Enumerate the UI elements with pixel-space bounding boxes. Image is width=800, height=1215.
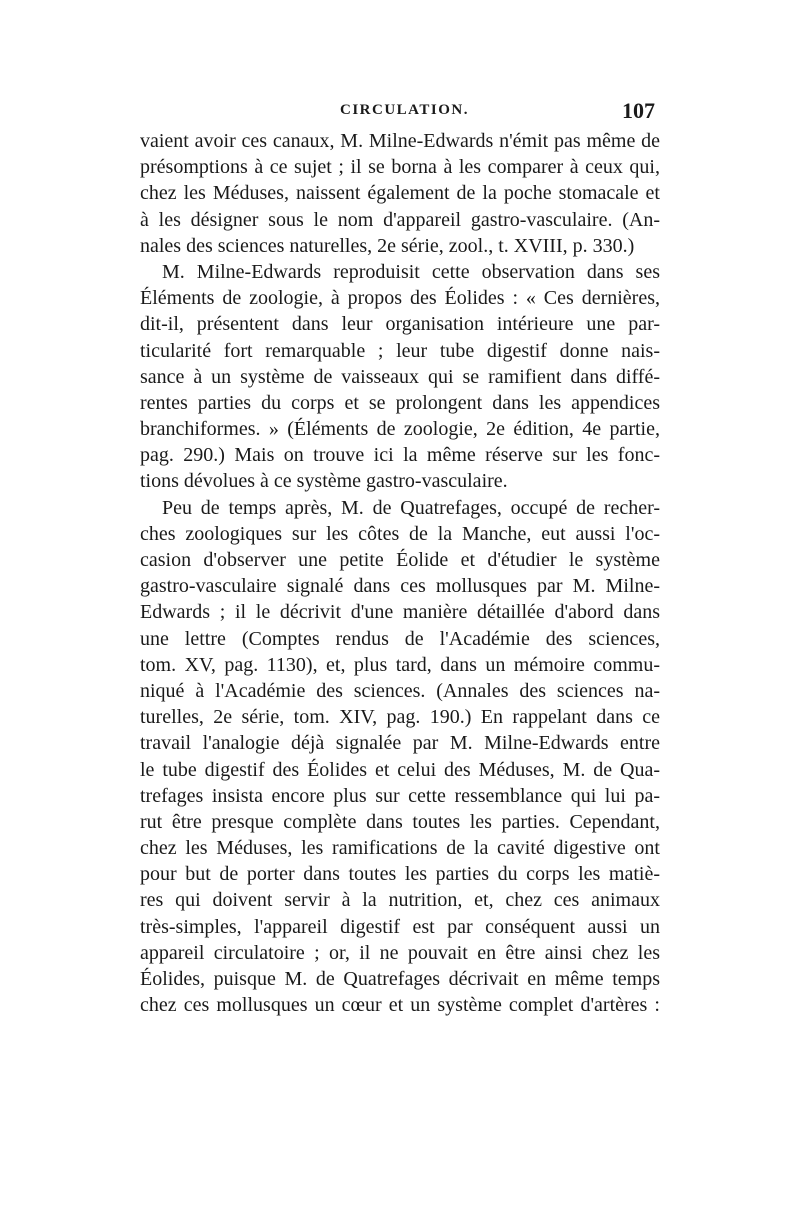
text-line: rentes parties du corps et se prolongent dans les appendices bbox=[140, 391, 660, 414]
text-line: sance à un système de vaisseaux qui se ramifient dans diffé- bbox=[140, 365, 660, 388]
text-line: présomptions à ce sujet ; il se borna à les comparer à ceux qui, bbox=[140, 156, 660, 179]
page-header bbox=[140, 98, 655, 128]
text-line: nales des sciences naturelles, 2e série, zool., t. XVIII, p. 330.) bbox=[140, 234, 635, 257]
text-line: Peu de temps après, M. de Quatrefages, occupé de recher- bbox=[162, 496, 660, 519]
text-line: casion d'observer une petite Éolide et d'étudier le système bbox=[140, 549, 660, 571]
text-line: le tube digestif des Éolides et celui des Méduses, M. de Qua- bbox=[140, 758, 660, 781]
text-line: branchiformes. » (Éléments de zoologie, 2e édition, 4e partie, bbox=[140, 418, 660, 441]
text-line: très-simples, l'appareil digestif est par conséquent aussi un bbox=[140, 915, 660, 938]
text-line: chez les Méduses, naissent également de la poche stomacale et bbox=[140, 182, 660, 205]
text-line: res qui doivent servir à la nutrition, et, chez ces animaux bbox=[140, 889, 660, 912]
text-line: chez ces mollusques un cœur et un système complet d'artères : bbox=[140, 994, 660, 1017]
text-line: trefages insista encore plus sur cette ressemblance qui lui pa- bbox=[140, 784, 660, 807]
text-line: chez les Méduses, les ramifications de la cavité digestive ont bbox=[140, 837, 660, 860]
text-line: pag. 290.) Mais on trouve ici la même réserve sur les fonc- bbox=[140, 444, 660, 467]
text-line: gastro-vasculaire signalé dans ces mollusques par M. Milne- bbox=[140, 575, 660, 598]
text-line: à les désigner sous le nom d'appareil gastro-vasculaire. (An- bbox=[140, 208, 660, 231]
text-line: pour but de porter dans toutes les parties du corps les matiè- bbox=[140, 863, 660, 886]
text-line: tions dévolues à ce système gastro-vasculaire. bbox=[140, 470, 508, 493]
body-text bbox=[140, 128, 660, 1018]
text-line: turelles, 2e série, tom. XIV, pag. 190.) En rappelant dans ce bbox=[140, 706, 660, 729]
text-line: Éléments de zoologie, à propos des Éolides : « Ces dernières, bbox=[140, 287, 660, 310]
text-line: niqué à l'Académie des sciences. (Annales des sciences na- bbox=[140, 679, 660, 702]
text-line: ticularité fort remarquable ; leur tube digestif donne nais- bbox=[140, 339, 660, 362]
text-line: M. Milne-Edwards reproduisit cette observation dans ses bbox=[162, 260, 660, 283]
text-line: Edwards ; il le décrivit d'une manière détaillée d'abord dans bbox=[140, 601, 660, 624]
text-line: dit-il, présentent dans leur organisation intérieure une par- bbox=[140, 313, 660, 336]
text-line: une lettre (Comptes rendus de l'Académie des sciences, bbox=[140, 627, 660, 650]
text-line: ches zoologiques sur les côtes de la Manche, eut aussi l'oc- bbox=[140, 522, 660, 545]
page-number: 107 bbox=[622, 98, 655, 123]
text-line: Éolides, puisque M. de Quatrefages décrivait en même temps bbox=[140, 968, 660, 990]
running-title: CIRCULATION. bbox=[340, 102, 469, 118]
text-line: rut être presque complète dans toutes les parties. Cependant, bbox=[140, 810, 660, 833]
text-line: vaient avoir ces canaux, M. Milne-Edwards n'émit pas même de bbox=[140, 130, 660, 152]
text-line: travail l'analogie déjà signalée par M. Milne-Edwards entre bbox=[140, 732, 660, 755]
text-line: tom. XV, pag. 1130), et, plus tard, dans un mémoire commu- bbox=[140, 653, 660, 676]
text-line: appareil circulatoire ; or, il ne pouvait en être ainsi chez les bbox=[140, 941, 660, 964]
